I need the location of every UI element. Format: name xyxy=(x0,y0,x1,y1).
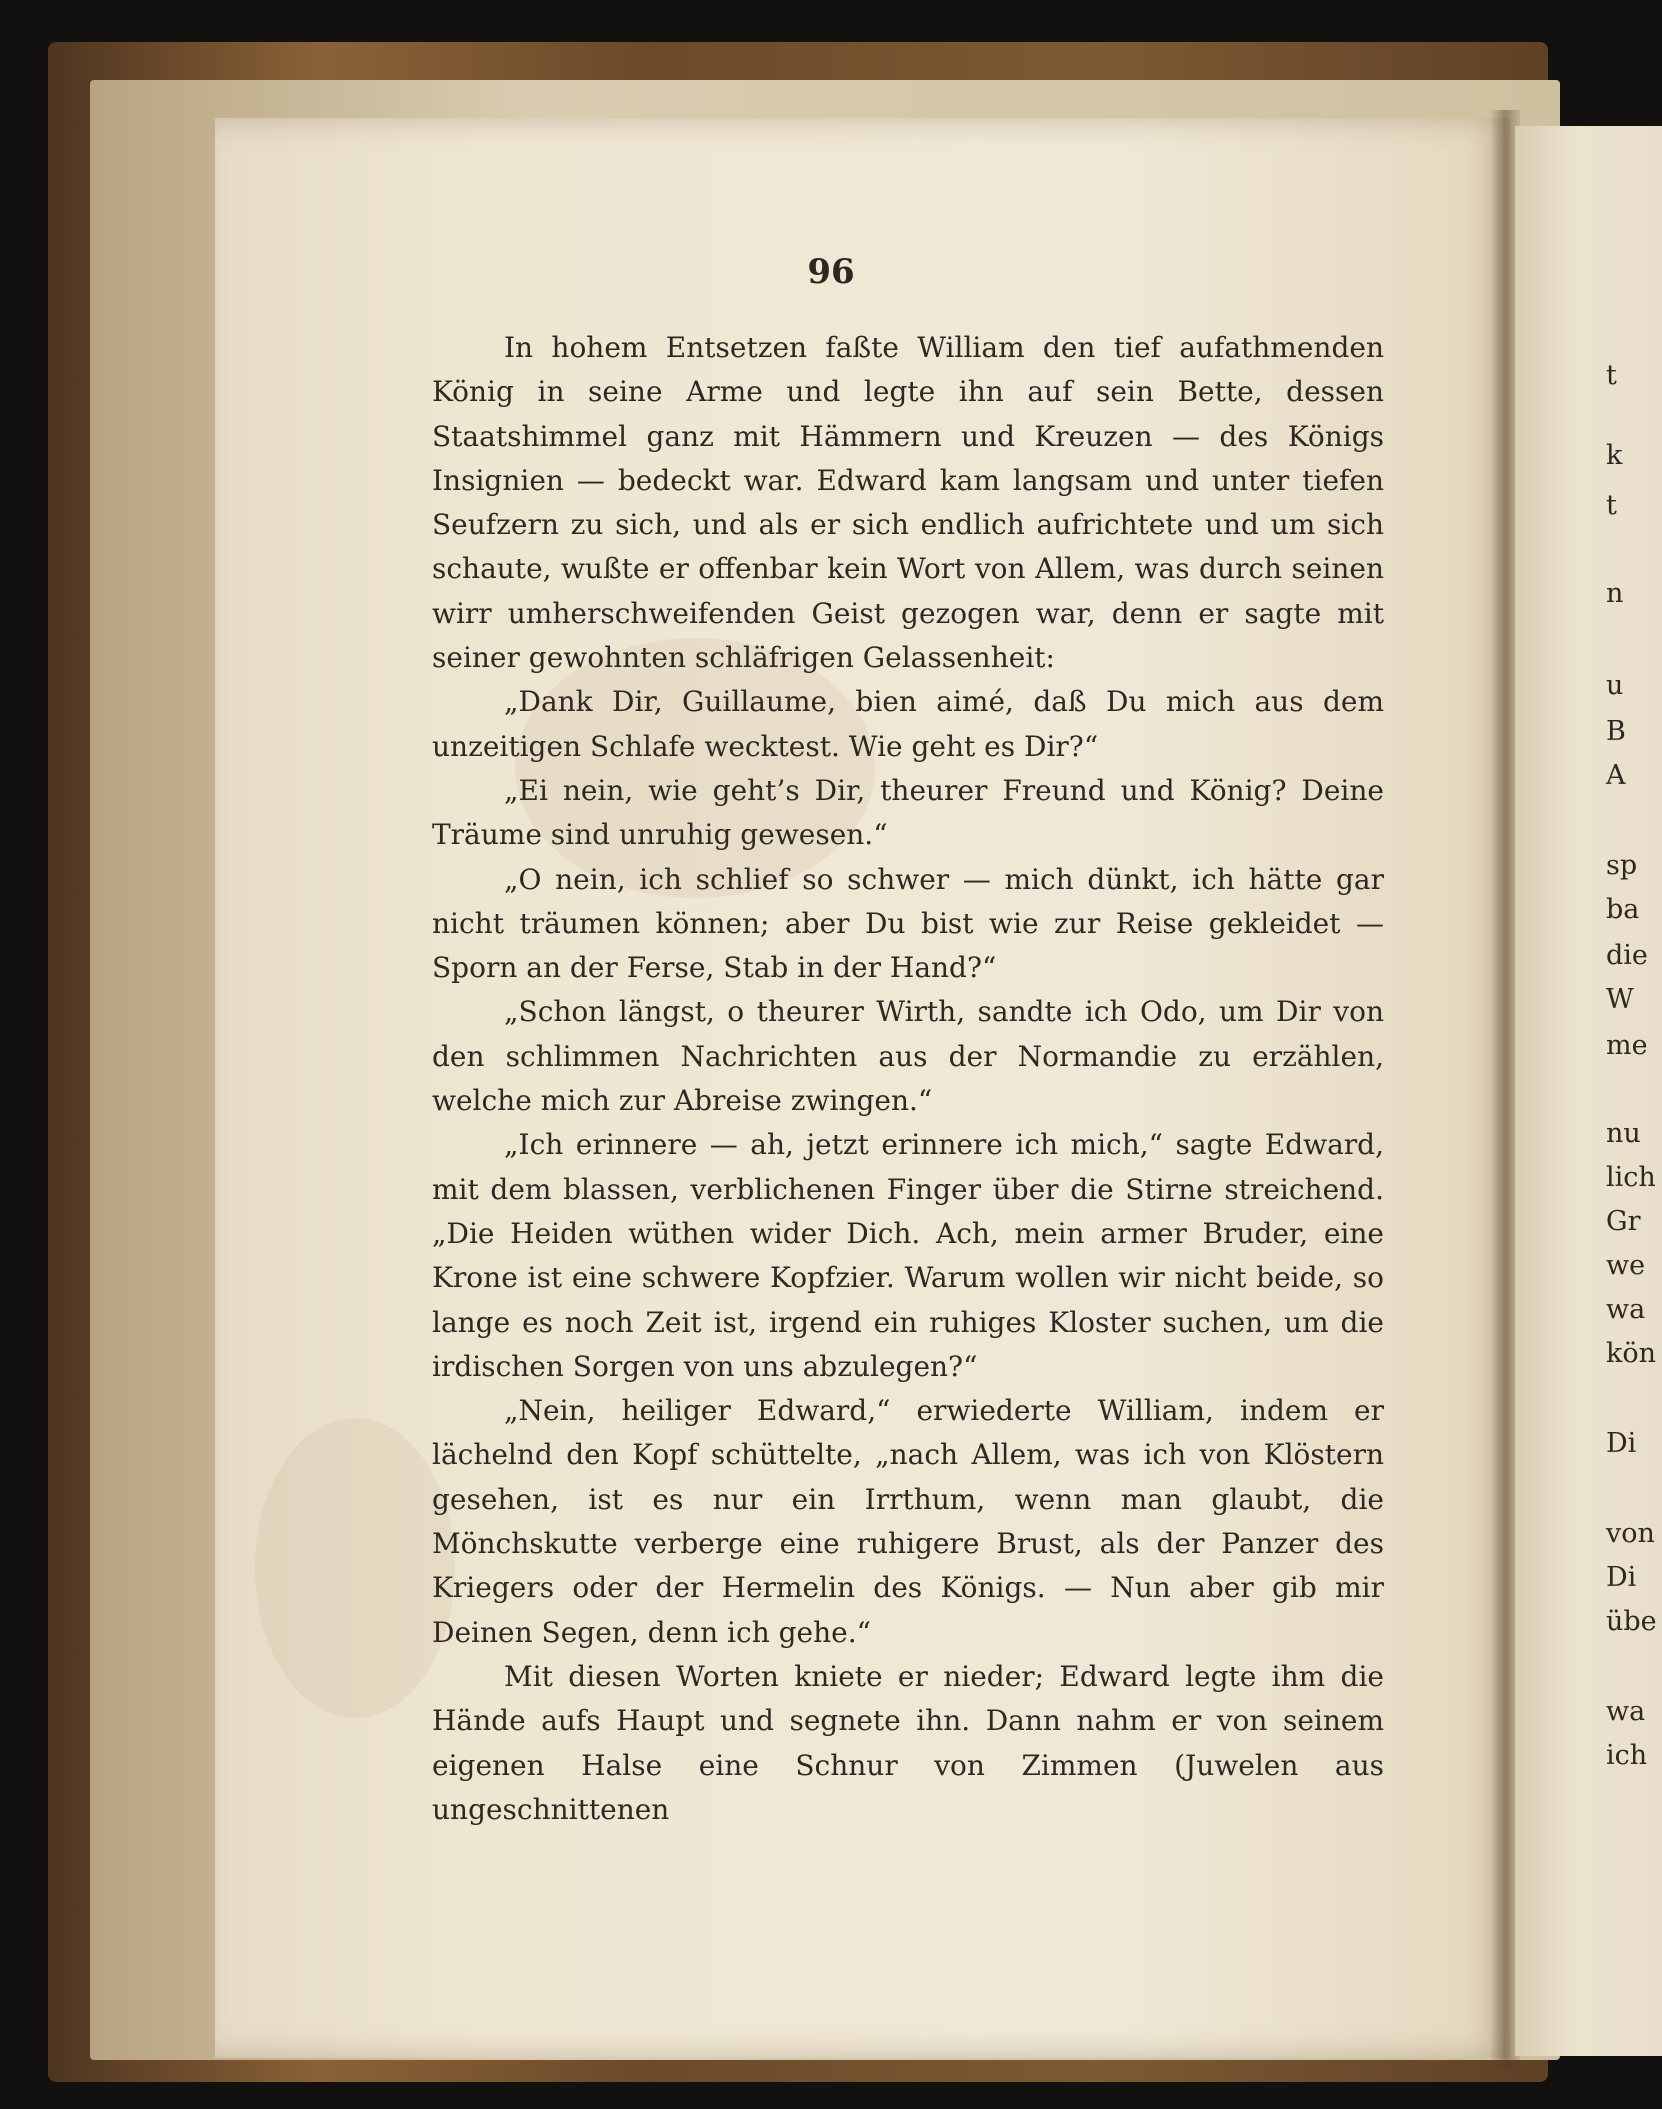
facing-fragment: W xyxy=(1606,984,1634,1015)
facing-fragment: Di xyxy=(1606,1562,1637,1593)
facing-fragment: we xyxy=(1606,1250,1646,1281)
facing-fragment: kön xyxy=(1606,1338,1657,1369)
facing-fragment: u xyxy=(1606,670,1624,701)
facing-fragment: k xyxy=(1606,440,1623,471)
paper-stain xyxy=(255,1418,455,1718)
paragraph: „Schon längst, o theurer Wirth, sandte ich Odo, um Dir von den schlimmen Nachrichten aus der Normandie zu erzählen, welche mich zur Abreise zwingen.“ xyxy=(432,995,1384,1118)
facing-fragment: B xyxy=(1606,716,1626,747)
page-number: 96 xyxy=(807,252,855,292)
paragraph: „Ich erinnere — ah, jetzt erinnere ich mich,“ sagte Edward, mit dem blassen, verblichenen Finger über die Stirne streichend. „Die Heiden wüthen wider Dich. Ach, mein armer Bruder, eine Krone ist eine schwere Kopfzier. Warum wollen wir nicht beide, so lange es noch Zeit ist, irgend ein ruhiges Kloster suchen, um die irdischen Sorgen von uns abzulegen?“ xyxy=(432,1128,1384,1383)
facing-fragment: von xyxy=(1606,1518,1655,1549)
paragraph: „Nein, heiliger Edward,“ erwiederte William, indem er lächelnd den Kopf schüttelte, „nach Allem, was ich von Klöstern gesehen, ist es nur ein Irrthum, wenn man glaubt, die Mönchskutte verberge eine ruhigere Brust, als der Panzer des Kriegers oder der Hermelin des Königs. — Nun aber gib mir Deinen Segen, denn ich gehe.“ xyxy=(432,1394,1384,1649)
paragraph: „Ei nein, wie geht’s Dir, theurer Freund und König? Deine Träume sind unruhig gewesen.“ xyxy=(432,773,1384,852)
facing-fragment: ich xyxy=(1606,1740,1648,1771)
facing-fragment: sp xyxy=(1606,850,1638,881)
facing-fragment: Di xyxy=(1606,1428,1637,1459)
facing-fragment: t xyxy=(1606,490,1617,521)
facing-fragment: übe xyxy=(1606,1606,1657,1637)
facing-fragment: me xyxy=(1606,1030,1648,1061)
facing-fragment: A xyxy=(1606,760,1626,791)
body-text xyxy=(432,326,1384,1832)
facing-fragment: wa xyxy=(1606,1294,1646,1325)
paragraph: „O nein, ich schlief so schwer — mich dünkt, ich hätte gar nicht träumen können; aber Du bist wie zur Reise gekleidet — Sporn an der Ferse, Stab in der Hand?“ xyxy=(432,862,1384,985)
facing-fragment: die xyxy=(1606,940,1648,971)
paragraph: „Dank Dir, Guillaume, bien aimé, daß Du mich aus dem unzeitigen Schlafe wecktest. Wie geht es Dir?“ xyxy=(432,685,1384,763)
facing-fragment: lich xyxy=(1606,1162,1656,1193)
facing-fragment: n xyxy=(1606,578,1624,609)
facing-fragment: wa xyxy=(1606,1696,1646,1727)
facing-fragment: ba xyxy=(1606,894,1640,925)
paragraph: In hohem Entsetzen faßte William den tief aufathmenden König in seine Arme und legte ihn auf sein Bette, dessen Staatshimmel ganz mit Hämmern und Kreuzen — des Königs Insignien — bedeckt war. Edward kam langsam und unter tiefen Seufzern zu sich, und als er sich endlich aufrichtete und um sich schaute, wußte er offenbar kein Wort von Allem, was durch seinen wirr umherschweifenden Geist gezogen war, denn er sagte mit seiner gewohnten schläfrigen Gelassenheit: xyxy=(432,331,1384,675)
paragraph: Mit diesen Worten kniete er nieder; Edward legte ihm die Hände aufs Haupt und segnete ihn. Dann nahm er von seinem eigenen Halse eine Schnur von Zimmen (Juwelen aus ungeschnittenen xyxy=(432,1659,1384,1826)
facing-fragment: nu xyxy=(1606,1118,1641,1149)
facing-fragment: Gr xyxy=(1606,1206,1641,1237)
facing-fragment: t xyxy=(1606,360,1617,391)
